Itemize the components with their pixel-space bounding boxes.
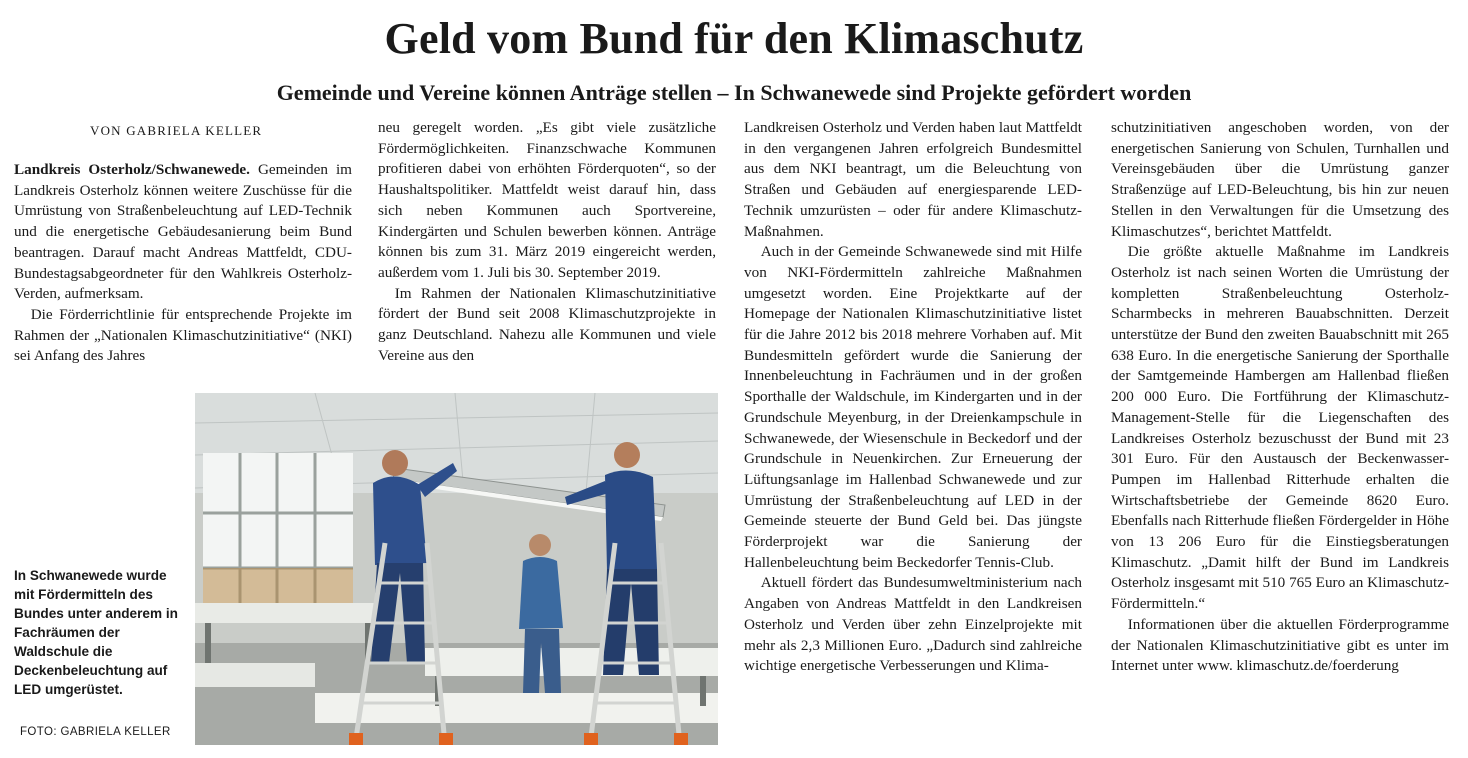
article-paragraph: neu geregelt worden. „Es gibt viele zusätzliche Fördermöglichkeiten. Finanzschwache Kommunen profitieren dabei von erhöhten Förderquoten“, so der Haushaltspolitiker. Mattfeldt weist darauf hin, dass sich neben Kommunen auch Sportvereine, Kindergärten und Schulen bewerben können. Anträge können bis zum 31. März 2019 eingereicht werden, außerdem vom 1. Juli bis 30. September 2019. bbox=[378, 119, 716, 281]
article-paragraph: Aktuell fördert das Bundesumweltministerium nach Angaben von Andreas Mattfeldt in den Landkreisen Osterholz und Verden über zehn Einzelprojekte mit mehr als 2,3 Millionen Euro. „Dadurch sind zahlreiche wichtige energetische Verbesserungen und Klima- bbox=[744, 574, 1082, 675]
article-paragraph: schutzinitiativen angeschoben worden, von der energetischen Sanierung von Schulen, Turnhallen und Vereinsgebäuden über die Umrüstung ganzer Straßenzüge auf LED-Beleuchtung, bis hin zur neuen Stellen in den Verwaltungen für die Umsetzung des Klimaschutzes“, berichtet Mattfeldt. bbox=[1111, 119, 1449, 240]
article-paragraph: Die Förderrichtlinie für entsprechende Projekte im Rahmen der „Nationalen Klimaschutzinitiative“ (NKI) sei Anfang des Jahres bbox=[14, 305, 352, 365]
article-paragraph: Die größte aktuelle Maßnahme im Landkreis Osterholz ist nach seinen Worten die Umrüstung der kompletten Straßenbeleuchtung Osterholz-Scharmbecks in mehreren Bauabschnitten. Derzeit unterstütze der Bund den zweiten Bauabschnitt mit 265 638 Euro. In die energetische Sanierung der Sporthalle der Samtgemeinde Hambergen am Hallenbad fließen 200 000 Euro. Die Fortführung der Klimaschutz-Management-Stelle für die Liegenschaften des Landkreises Osterholz bezuschusst der Bund mit 23 301 Euro. Für den Austausch der Beckenwasser-Pumpen im Hallenbad Ritterhude erhalten die Wirtschaftsbetriebe der Gemeinde 8620 Euro. Ebenfalls nach Ritterhude fließen Fördergelder in Höhe von 13 206 Euro für die Einstiegsberatungen Klimaschutz. „Damit hilft der Bund im Landkreis Osterholz insgesamt mit 510 765 Euro an Klimaschutz-Fördermitteln.“ bbox=[1111, 243, 1449, 613]
subheadline: Gemeinde und Vereine können Anträge stellen – In Schwanewede sind Projekte gefördert worden bbox=[276, 80, 1192, 105]
byline: VON GABRIELA KELLER bbox=[90, 123, 263, 138]
dateline: Landkreis Osterholz/Schwanewede. bbox=[14, 161, 250, 178]
windows bbox=[203, 453, 353, 623]
article-paragraph: Auch in der Gemeinde Schwanewede sind mit Hilfe von NKI-Fördermitteln zahlreiche Maßnahmen umgesetzt worden. Eine Projektkarte auf der Homepage der Nationalen Klimaschutzinitiative listet für die Jahre 2012 bis 2018 mehrere Vorhaben auf. Mit Bundesmitteln gefördert wurde die Sanierung der Innenbeleuchtung in Fachräumen und in der großen Sporthalle der Waldschule, im Kindergarten und in der Grundschule Meyenburg, in der Dreienkampschule in Schwanewede, der Wiesenschule in Beckedorf und der Grundschule in Neuenkirchen. Zur Erneuerung der Lüftungsanlage im Hallenbad Schwanewede und zur Umrüstung der Straßenbeleuchtung auf LED in der Gemeinde steuerte der Bund Geld bei. Das jüngste Förderprojekt war die Sanierung der Hallenbeleuchtung beim Beckedorfer Tennis-Club. bbox=[744, 243, 1082, 571]
article-column-2 bbox=[378, 118, 716, 366]
article-column-1 bbox=[14, 160, 352, 367]
article-paragraph: Informationen über die aktuellen Förderprogramme der Nationalen Klimaschutzinitiative gibt es unter im Internet unter www. klimaschutz.de/foerderung bbox=[1111, 615, 1449, 675]
article-paragraph: Landkreisen Osterholz und Verden haben laut Mattfeldt in den vergangenen Jahren erfolgreich Bundesmittel aus dem NKI beantragt, um die Beleuchtung von Straßen und Gebäuden auf energiesparende LED-Technik umzurüsten – oder für andere Klimaschutz-Maßnahmen. bbox=[744, 119, 1082, 240]
photo-credit: FOTO: GABRIELA KELLER bbox=[20, 726, 171, 738]
paragraph-text: Gemeinden im Landkreis Osterholz können weitere Zuschüsse für die Umrüstung von Straßenbeleuchtung auf LED-Technik und die energetische Gebäudesanierung beim Bund beantragen. Darauf macht Andreas Mattfeldt, CDU-Bundestagsabgeordneter für den Wahlkreis Osterholz-Verden, aufmerksam. bbox=[14, 161, 352, 303]
classroom-photo-illustration bbox=[195, 393, 718, 745]
article-column-4 bbox=[1111, 118, 1449, 677]
article-paragraph bbox=[14, 160, 352, 305]
headline: Geld vom Bund für den Klimaschutz bbox=[384, 14, 1084, 63]
article-photo bbox=[195, 393, 718, 745]
photo-caption: In Schwanewede wurde mit Fördermitteln des Bundes unter anderem in Fachräumen der Waldschule die Deckenbeleuchtung auf LED umgerüstet. bbox=[14, 568, 178, 697]
article-column-3 bbox=[744, 118, 1082, 677]
article-paragraph: Im Rahmen der Nationalen Klimaschutzinitiative fördert der Bund seit 2008 Klimaschutzprojekte in ganz Deutschland. Nahezu alle Kommunen und viele Vereine aus den bbox=[378, 284, 716, 364]
